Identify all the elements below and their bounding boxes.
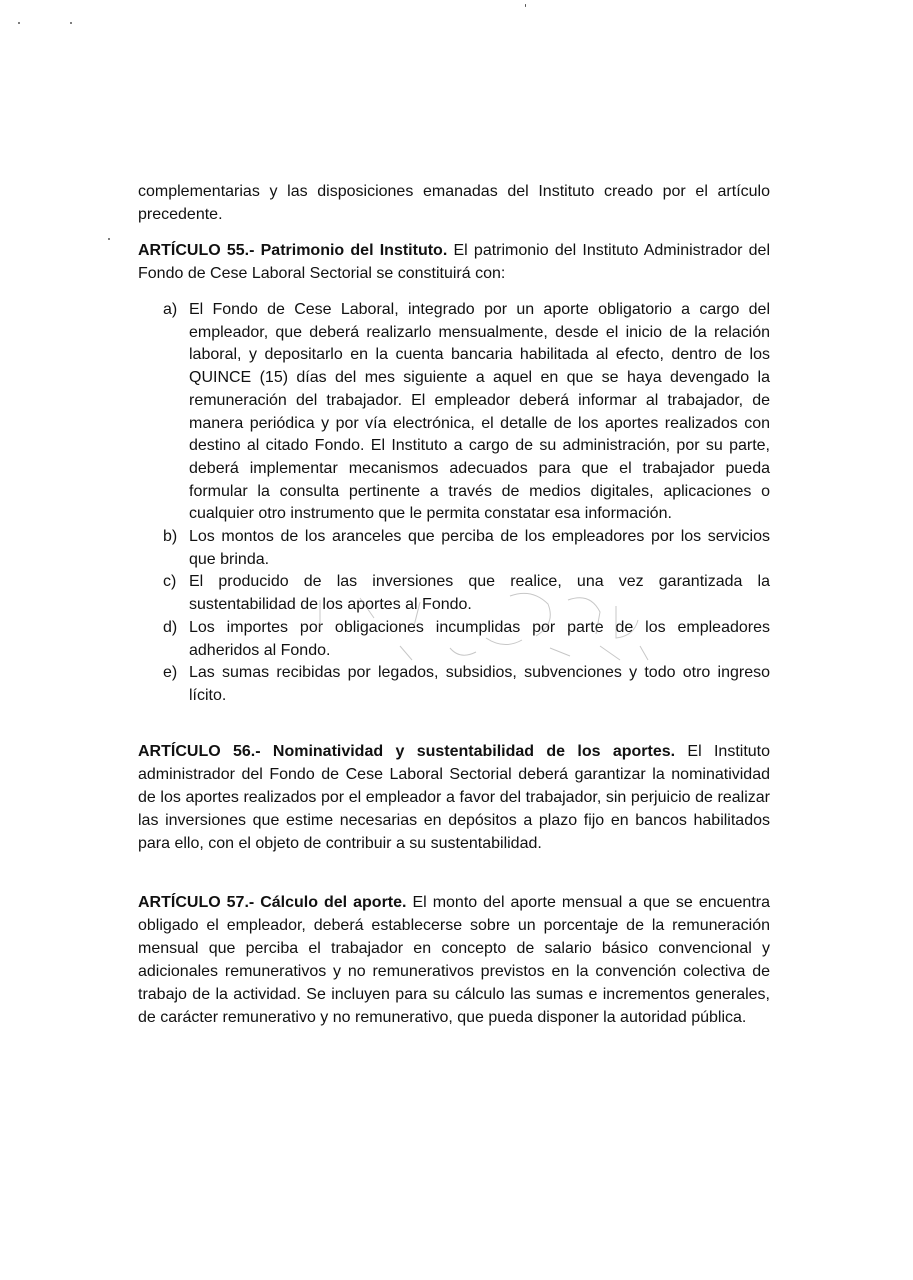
article-56-body: El Instituto administrador del Fondo de Cese Laboral Sectorial deberá garantizar la nominatividad de los aportes realizados por el empleador a favor del trabajador, sin perjuicio de realizar las inversiones que estime necesarias en depósitos a plazo fijo en bancos habilitados para ello, con el objeto de contribuir a su sustentabilidad.	[138, 743, 771, 852]
article-57-body: El monto del aporte mensual a que se encuentra obligado el empleador, deberá establecerse sobre un porcentaje de la remuneración mensual que perciba el trabajador en concepto de salario básico convencional y adicionales remunerativos y no remunerativos previstos en la convención colectiva de trabajo de la actividad. Se incluyen para su cálculo las sumas e incrementos generales, de carácter remunerativo y no remunerativo, que pueda disponer la autoridad pública.	[138, 894, 770, 1026]
list-item	[163, 526, 770, 571]
list-item-marker: d)	[163, 618, 178, 636]
article-56-heading: ARTÍCULO 56.- Nominatividad y sustentabilidad de los aportes.	[138, 743, 676, 760]
list-item	[163, 571, 770, 616]
list-item-marker: a)	[163, 301, 178, 318]
scan-speck	[18, 22, 20, 24]
article-55-paragraph	[138, 239, 770, 285]
list-item	[163, 662, 770, 707]
list-item-text: Las sumas recibidas por legados, subsidios, subvenciones y todo otro ingreso lícito.	[189, 664, 770, 704]
scan-speck	[525, 4, 526, 7]
article-55-list	[163, 299, 770, 708]
list-item-marker: c)	[163, 573, 177, 591]
list-item-text: El Fondo de Cese Laboral, integrado por un aporte obligatorio a cargo del empleador, que deberá realizarlo mensualmente, desde el inicio de la relación laboral, y depositarlo en la cuenta bancaria habilitada al efecto, dentro de los QUINCE (15) días del mes siguiente a aquel en que se haya devengado la remuneración del trabajador. El empleador deberá informar al trabajador, de manera periódica y por vía electrónica, el detalle de los aportes realizados con destino al citado Fondo. El Instituto a cargo de su administración, por su parte, deberá implementar mecanismos adecuados para que el trabajador pueda formular la consulta pertinente a través de medios digitales, aplicaciones o cualquier otro instrumento que le permita constatar esa información.	[189, 301, 770, 523]
article-56-paragraph	[138, 740, 770, 855]
article-55-body: El patrimonio del Instituto Administrador del Fondo de Cese Laboral Sectorial se constituirá con:	[138, 242, 771, 282]
article-57-paragraph	[138, 891, 770, 1029]
scan-speck	[70, 22, 72, 24]
list-item-text: El producido de las inversiones que realice, una vez garantizada la sustentabilidad de los aportes al Fondo.	[189, 573, 770, 614]
list-item	[163, 299, 770, 526]
opening-paragraph	[138, 180, 770, 226]
list-item-text: Los montos de los aranceles que perciba de los empleadores por los servicios que brinda.	[189, 528, 770, 568]
article-56	[138, 740, 770, 855]
list-item-marker: b)	[163, 528, 178, 546]
article-57-heading: ARTÍCULO 57.- Cálculo del aporte.	[138, 894, 407, 911]
list-item	[163, 617, 770, 662]
article-55	[138, 239, 770, 285]
list-item-marker: e)	[163, 664, 178, 682]
list-item-text: Los importes por obligaciones incumplidas por parte de los empleadores adheridos al Fondo.	[189, 618, 770, 659]
scan-speck	[108, 238, 110, 240]
article-55-heading: ARTÍCULO 55.- Patrimonio del Instituto.	[138, 242, 448, 259]
opening-text: complementarias y las disposiciones emanadas del Instituto creado por el artículo precedente.	[138, 183, 770, 223]
article-57	[138, 891, 770, 1029]
